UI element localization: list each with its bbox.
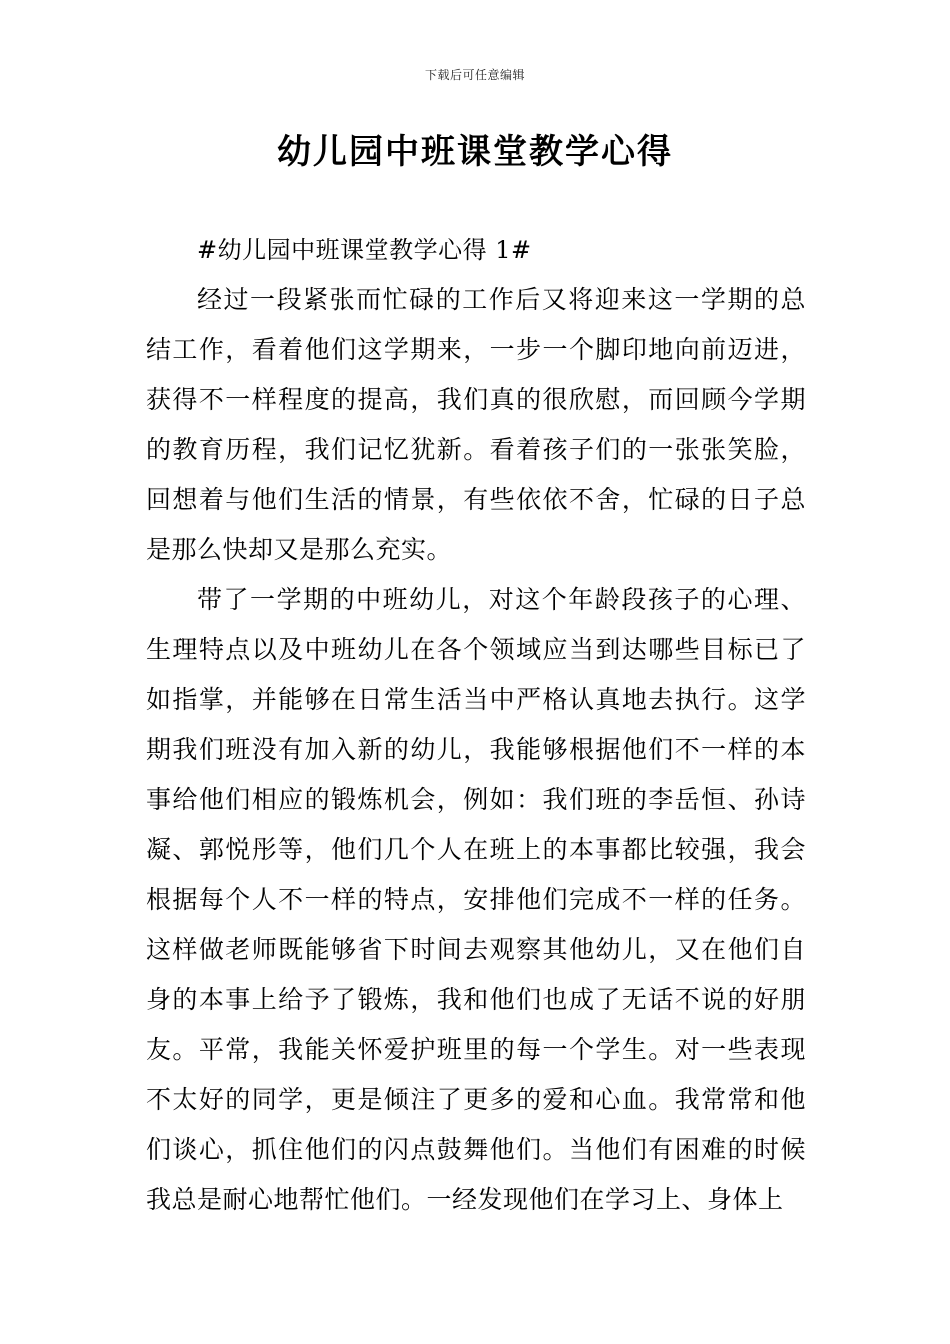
paragraph-2: 带了一学期的中班幼儿，对这个年龄段孩子的心理、生理特点以及中班幼儿在各个领域应当到达哪些目标已了如指掌，并能够在日常生活当中严格认真地去执行。这学期我们班没有加入新的幼儿，我能够根据他们不一样的本事给他们相应的锻炼机会，例如：我们班的李岳恒、孙诗凝、郭悦彤等，他们几个人在班上的本事都比较强，我会根据每个人不一样的特点，安排他们完成不一样的任务。这样做老师既能够省下时间去观察其他幼儿，又在他们自身的本事上给予了锻炼，我和他们也成了无话不说的好朋友。平常，我能关怀爱护班里的每一个学生。对一些表现不太好的同学，更是倾注了更多的爱和心血。我常常和他们谈心，抓住他们的闪点鼓舞他们。当他们有困难的时候我总是耐心地帮忙他们。一经发现他们在学习上、身体上	[146, 585, 806, 1214]
document-title: 幼儿园中班课堂教学心得	[277, 132, 673, 172]
document-body	[146, 225, 806, 1225]
paragraph-1: 经过一段紧张而忙碌的工作后又将迎来这一学期的总结工作，看着他们这学期来，一步一个脚印地向前迈进，获得不一样程度的提高，我们真的很欣慰，而回顾今学期的教育历程，我们记忆犹新。看着孩子们的一张张笑脸，回想着与他们生活的情景，有些依依不舍，忙碌的日子总是那么快却又是那么充实。	[146, 285, 806, 564]
section-heading: #幼儿园中班课堂教学心得 1#	[197, 236, 532, 264]
header-note: 下载后可任意编辑	[424, 68, 525, 82]
